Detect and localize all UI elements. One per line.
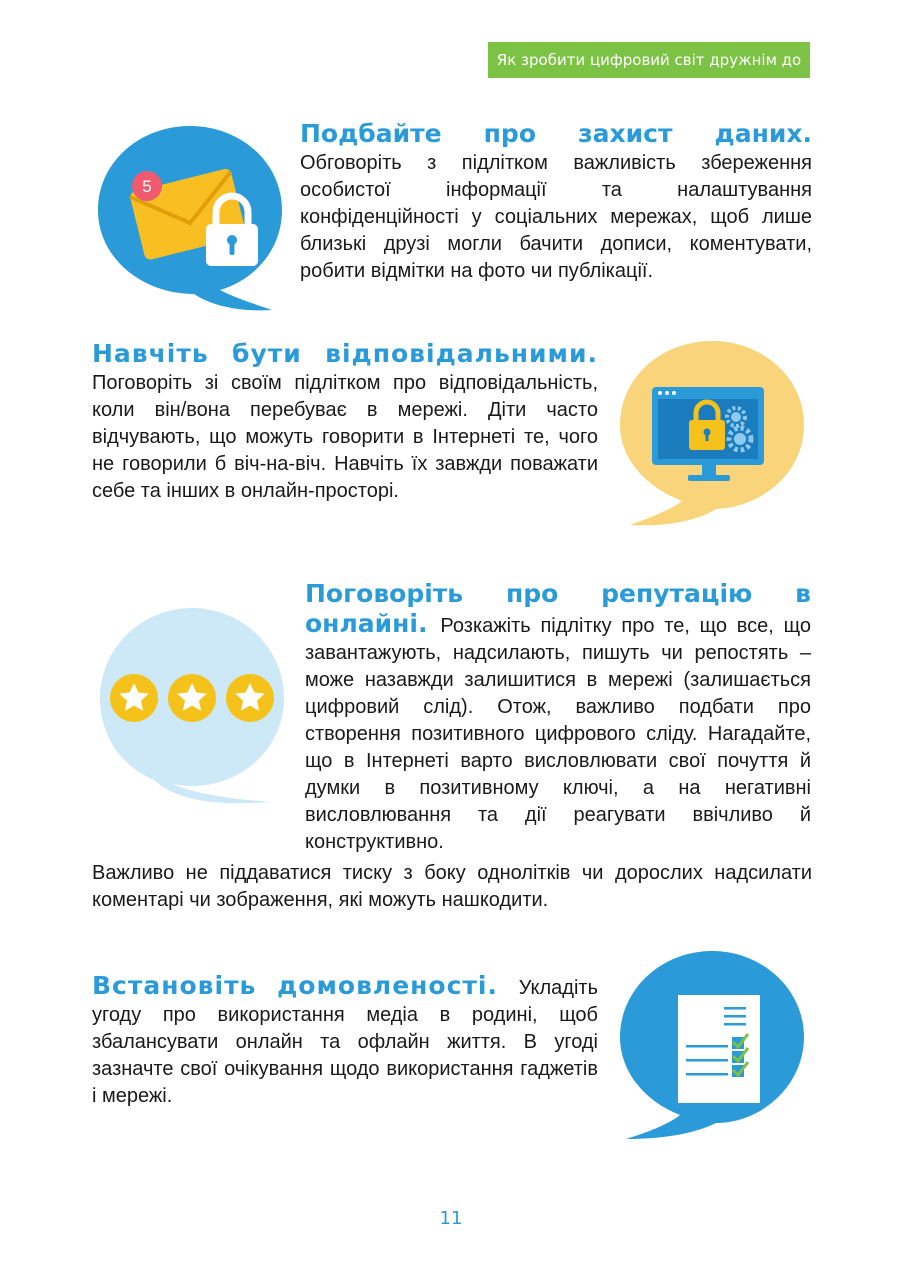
section-heading: Встановіть домовленості.	[92, 971, 519, 1000]
envelope-lock-icon	[90, 120, 290, 315]
section-online-reputation	[305, 580, 811, 856]
standalone-paragraph	[92, 860, 812, 914]
section-data-protection	[300, 120, 812, 285]
section-responsibility	[92, 340, 598, 505]
badge-count: 5	[142, 177, 152, 196]
section-body: Розкажіть підлітку про те, що все, що завантажують, надсилають, пишуть чи репостять – може назавжди залишитися в мережі (залишається цифровий слід). Отож, важливо подбати про створення позитивного цифрового сліду. Нагадайте, що в Інтернеті варто висловлювати свої почуття й думки в позитивному ключі, а на негативні висловлювання та дії реагувати ввічливо й конструктивно.	[305, 615, 811, 853]
section-agreements	[92, 972, 598, 1110]
page-header-tab	[488, 42, 810, 78]
checklist-icon	[612, 945, 812, 1145]
star-icon	[110, 674, 158, 722]
section-heading: Навчіть бути відповідальними.	[92, 339, 598, 368]
paragraph-text: Важливо не піддаватися тиску з боку однолітків чи дорослих надсилати коментарі чи зображення, які можуть нашкодити.	[92, 862, 812, 911]
monitor-lock-icon	[612, 335, 812, 530]
section-heading: Подбайте про захист даних.	[300, 119, 812, 148]
section-body: Обговоріть з підлітком важливість збереження особистої інформації та налаштування конфіденційності у соціальних мережах, щоб лише близькі друзі могли бачити дописи, коментувати, робити відмітки на фото чи публікації.	[300, 152, 812, 282]
page-number: 11	[439, 1208, 463, 1229]
section-body: Укладіть угоду про використання медіа в родині, щоб збалансувати онлайн та офлайн життя. В угоді зазначте свої очікування щодо використання гаджетів і мережі.	[92, 977, 598, 1107]
star-icon	[168, 674, 216, 722]
star-icon	[226, 674, 274, 722]
section-body: Поговоріть зі своїм підлітком про відповідальність, коли він/вона перебуває в мережі. Діти часто відчувають, що можуть говорити в Інтернеті те, чого не говорили б віч-на-віч. Навчіть їх завжди поважати себе та інших в онлайн-просторі.	[92, 372, 598, 502]
header-title: Як зробити цифровий світ дружнім до	[496, 51, 802, 69]
three-stars-icon	[92, 600, 292, 805]
section-heading: Поговоріть про репутацію в онлайні.	[305, 579, 811, 638]
